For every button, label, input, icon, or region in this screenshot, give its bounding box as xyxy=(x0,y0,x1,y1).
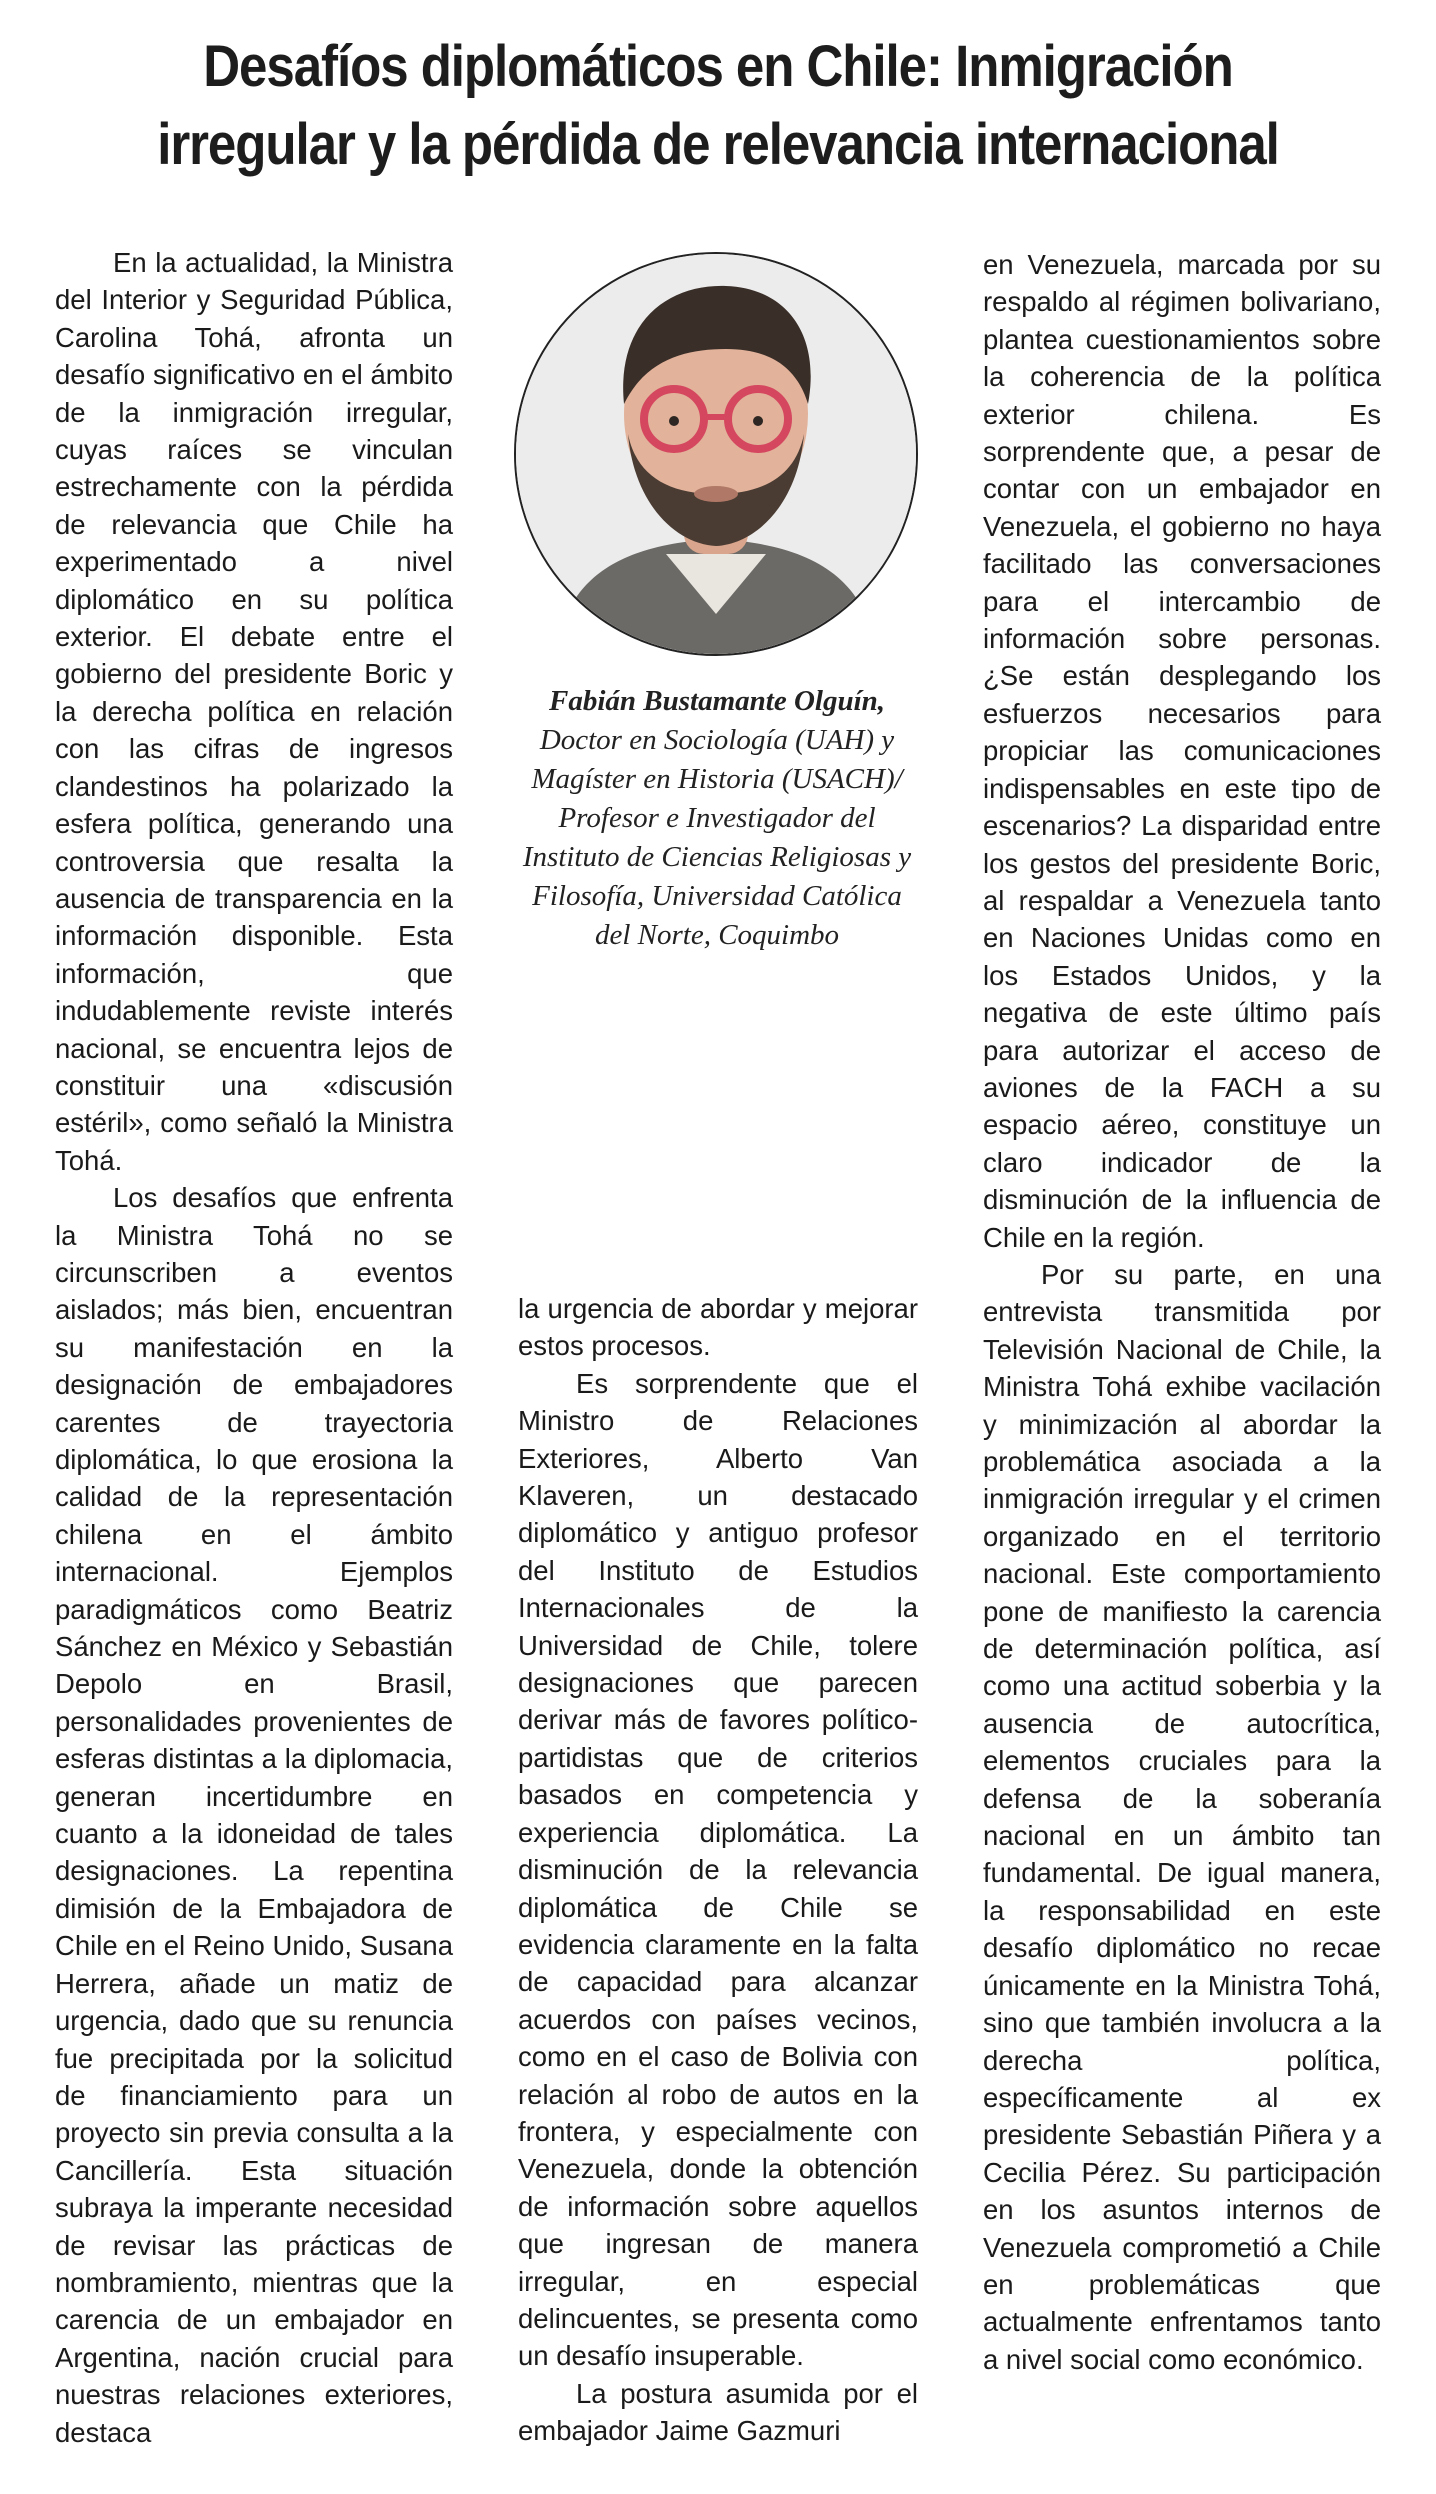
column-2-paragraph-3: La postura asumida por el embajador Jaime Gazmuri xyxy=(518,2377,918,2447)
column-3-paragraph-2: Por su parte, en una entrevista transmitida por Televisión Nacional de Chile, la Ministra Tohá exhibe vacilación y minimización al abordar la problemática asociada a la inmigración irregular y el crimen organizado en el territorio nacional. Este comportamiento pone de manifiesto la carencia de determinación política, así como una actitud soberbia y la ausencia de autocrítica, elementos cruciales para la defensa de la soberanía nacional en un ámbito tan fundamental. De igual manera, la responsabilidad en este desafío diplomático no recae únicamente en la Ministra Tohá, sino que también involucra a la derecha política, específicamente al ex presidente Sebastián Piñera y a Cecilia Pérez. Su participación en los asuntos internos de Venezuela comprometió a Chile en problemáticas que actualmente enfrentamos tanto a nivel social como económico. xyxy=(983,1258,1381,2375)
article-column-3 xyxy=(983,246,1381,2378)
author-bio: Doctor en Sociología (UAH) y Magíster en Historia (USACH)/ Profesor e Investigador del Instituto de Ciencias Religiosas y Filosofía, Universidad Católica del Norte, Coquimbo xyxy=(522,724,912,951)
article-title: Desafíos diplomáticos en Chile: Inmigración irregular y la pérdida de relevancia internacional xyxy=(157,34,1279,177)
author-name: Fabián Bustamante Olguín, xyxy=(548,685,886,717)
author-photo xyxy=(514,252,918,656)
column-1-paragraph-2: Los desafíos que enfrenta la Ministra Tohá no se circunscriben a eventos aislados; más bien, encuentran su manifestación en la designación de embajadores carentes de trayectoria diplomática, lo que erosiona la calidad de la representación chilena en el ámbito internacional. Ejemplos paradigmáticos como Beatriz Sánchez en México y Sebastián Depolo en Brasil, personalidades provenientes de esferas distintas a la diplomacia, generan incertidumbre en cuanto a la idoneidad de tales designaciones. La repentina dimisión de la Embajadora de Chile en el Reino Unido, Susana Herrera, añade un matiz de urgencia, dado que su renuncia fue precipitada por la solicitud de financiamiento para un proyecto sin previa consulta a la Cancillería. Esta situación subraya la imperante necesidad de revisar las prácticas de nombramiento, mientras que la carencia de un embajador en Argentina, nación crucial para nuestras relaciones exteriores, destaca xyxy=(55,1182,453,2448)
author-caption xyxy=(512,682,922,955)
author-portrait-icon xyxy=(516,254,916,654)
column-2-paragraph-2: Es sorprendente que el Ministro de Relaciones Exteriores, Alberto Van Klaveren, un destacado diplomático y antiguo profesor del Instituto de Estudios Internacionales de la Universidad de Chile, tolere designaciones que parecen derivar más de favores político-partidistas que de criterios basados en competencia y experiencia diplomática. La disminución de la relevancia diplomática de Chile se evidencia claramente en la falta de capacidad para alcanzar acuerdos con países vecinos, como en el caso de Bolivia con relación al robo de autos en la frontera, y especialmente con Venezuela, donde la obtención de información sobre aquellos que ingresan de manera irregular, en especial delincuentes, se presenta como un desafío insuperable. xyxy=(518,1367,918,2372)
article-column-1 xyxy=(55,244,453,2451)
column-1-paragraph-1: En la actualidad, la Ministra del Interior y Seguridad Pública, Carolina Tohá, afronta un desafío significativo en el ámbito de la inmigración irregular, cuyas raíces se vinculan estrechamente con la pérdida de relevancia que Chile ha experimentado a nivel diplomático en su política exterior. El debate entre el gobierno del presidente Boric y la derecha política en relación con las cifras de ingresos clandestinos ha polarizado la esfera política, generando una controversia que resalta la ausencia de transparencia en la información disponible. Esta información, que indudablemente reviste interés nacional, se encuentra lejos de constituir una «discusión estéril», como señaló la Ministra Tohá. xyxy=(55,247,453,1176)
column-3-paragraph-1: en Venezuela, marcada por su respaldo al régimen bolivariano, plantea cuestionamientos sobre la coherencia de la política exterior chilena. Es sorprendente que, a pesar de contar con un embajador en Venezuela, el gobierno no haya facilitado las conversaciones para el intercambio de información sobre personas. ¿Se están desplegando los esfuerzos necesarios para propiciar las comunicaciones indispensables en este tipo de escenarios? La disparidad entre los gestos del presidente Boric, al respaldar a Venezuela tanto en Naciones Unidas como en los Estados Unidos, y la negativa de este último país para autorizar el acceso de aviones de la FACH a su espacio aéreo, constituye un claro indicador de la disminución de la influencia de Chile en la región. xyxy=(983,249,1381,1253)
article-column-2 xyxy=(518,1290,918,2450)
column-2-paragraph-1: la urgencia de abordar y mejorar estos procesos. xyxy=(518,1293,918,1362)
